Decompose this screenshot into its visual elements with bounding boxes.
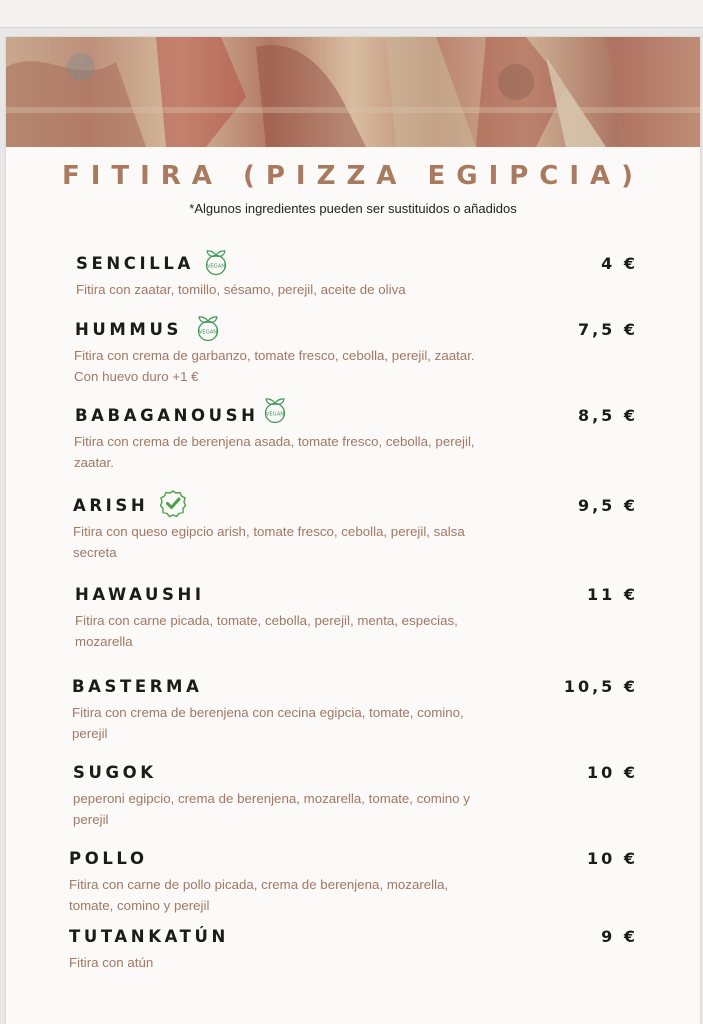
item-name: ARISH [73, 496, 149, 515]
item-price: 4 € [601, 254, 638, 273]
item-description: Fitira con carne de pollo picada, crema de berenjena, mozarella, tomate, comino y perejil [69, 877, 449, 913]
item-price: 7,5 € [577, 320, 638, 339]
item-description: Fitira con carne picada, tomate, cebolla, perejil, menta, especias, mozarella [75, 613, 458, 649]
item-description: Fitira con crema de berenjena asada, tomate fresco, cebolla, perejil, zaatar. [74, 434, 475, 470]
top-strip [0, 0, 703, 28]
item-price: 8,5 € [577, 406, 638, 425]
item-description: Fitira con crema de berenjena con cecina egipcia, tomate, comino, perejil [72, 705, 464, 741]
item-price: 11 € [587, 585, 638, 604]
item-price: 10,5 € [563, 677, 638, 696]
item-name: SUGOK [73, 763, 157, 782]
vegan-leaf-icon [261, 396, 289, 424]
vegan-badge-text: VEGAN [198, 329, 218, 336]
item-description: peperoni egipcio, crema de berenjena, mozarella, tomate, comino y perejil [73, 791, 470, 827]
vegan-badge-text: VEGAN [206, 263, 226, 270]
item-name: POLLO [69, 849, 148, 868]
vegan-leaf-icon [194, 314, 222, 342]
item-price: 9 € [601, 927, 638, 946]
item-price: 9,5 € [577, 496, 638, 515]
item-name: HAWAUSHI [75, 585, 205, 604]
menu-page[interactable] [6, 37, 700, 1024]
vegan-badge-text: VEGAN [265, 411, 285, 418]
item-name: BASTERMA [72, 677, 203, 696]
item-price: 10 € [587, 849, 638, 868]
item-description: Fitira con zaatar, tomillo, sésamo, perejil, aceite de oliva [76, 282, 406, 297]
item-price: 10 € [587, 763, 638, 782]
menu-note: *Algunos ingredientes pueden ser sustituidos o añadidos [189, 201, 517, 216]
item-description: Fitira con crema de garbanzo, tomate fresco, cebolla, perejil, zaatar. Con huevo duro +1 € [74, 348, 475, 384]
item-name: BABAGANOUSH [75, 406, 259, 425]
vegan-leaf-icon [202, 248, 230, 276]
item-name: SENCILLA [76, 254, 194, 273]
item-name: TUTANKATÚN [69, 927, 229, 946]
item-description: Fitira con atún [69, 955, 154, 970]
egyptian-mural-banner [6, 37, 700, 147]
mural-illustration [6, 37, 700, 147]
item-name: HUMMUS [75, 320, 182, 339]
menu-title: FITIRA (PIZZA EGIPCIA) [61, 161, 645, 191]
green-check-icon [158, 488, 188, 518]
item-description: Fitira con queso egipcio arish, tomate fresco, cebolla, perejil, salsa secreta [73, 524, 465, 560]
